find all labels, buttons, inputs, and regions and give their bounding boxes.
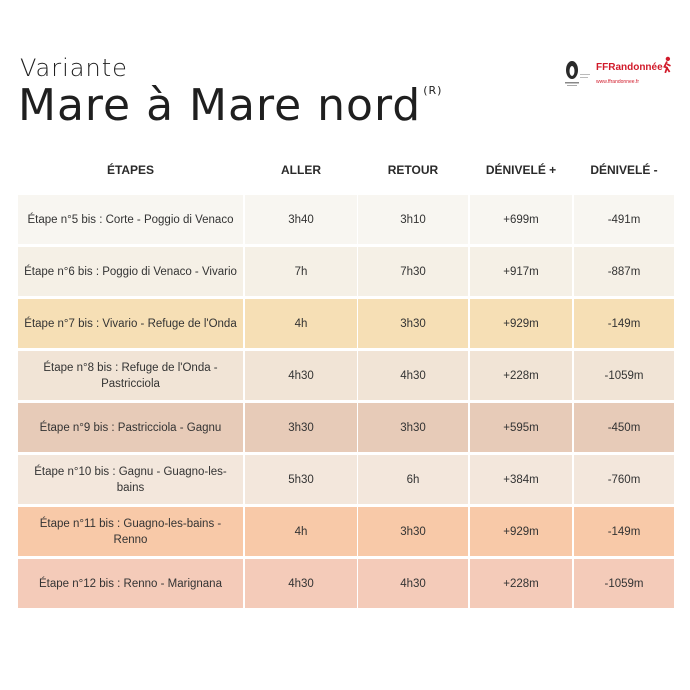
- table-cell-den_moins: -149m: [574, 507, 674, 556]
- table-cell-aller: 3h40: [245, 195, 357, 244]
- registered-mark: (R): [423, 84, 443, 97]
- table-cell-retour: 3h30: [358, 403, 468, 452]
- table-cell-den_plus: +699m: [470, 195, 572, 244]
- table-cell-den_plus: +595m: [470, 403, 572, 452]
- table-cell-retour: 7h30: [358, 247, 468, 296]
- logos: [562, 56, 674, 96]
- table-cell-aller: 4h30: [245, 351, 357, 400]
- table-cell-den_plus: +929m: [470, 299, 572, 348]
- title-text: Mare à Mare nord: [18, 80, 422, 131]
- table-cell-retour: 3h10: [358, 195, 468, 244]
- ffr-name: FFRandonnée: [596, 62, 663, 73]
- page-title: [18, 80, 442, 131]
- table-cell-etape: Étape n°11 bis : Guagno-les-bains - Renno: [18, 507, 243, 556]
- col-header-etapes: ÉTAPES: [106, 163, 155, 177]
- ffr-url: www.ffrandonnee.fr: [596, 79, 639, 85]
- subtitle: Variante: [20, 54, 128, 82]
- table-cell-etape: Étape n°10 bis : Gagnu - Guagno-les-bains: [18, 455, 243, 504]
- table-cell-aller: 5h30: [245, 455, 357, 504]
- col-header-denivele-moins: DÉNIVELÉ -: [590, 163, 658, 177]
- table-cell-etape: Étape n°8 bis : Refuge de l'Onda - Pastricciola: [18, 351, 243, 400]
- table-cell-retour: 3h30: [358, 299, 468, 348]
- table-cell-den_moins: -491m: [574, 195, 674, 244]
- col-header-aller: ALLER: [281, 163, 321, 177]
- table-cell-etape: Étape n°12 bis : Renno - Marignana: [18, 559, 243, 608]
- table-cell-aller: 7h: [245, 247, 357, 296]
- table-cell-retour: 4h30: [358, 559, 468, 608]
- table-cell-den_moins: -887m: [574, 247, 674, 296]
- table-cell-den_plus: +228m: [470, 351, 572, 400]
- table-cell-aller: 4h30: [245, 559, 357, 608]
- table-cell-den_moins: -450m: [574, 403, 674, 452]
- table-cell-den_moins: -149m: [574, 299, 674, 348]
- table-cell-den_moins: -1059m: [574, 351, 674, 400]
- table-cell-aller: 3h30: [245, 403, 357, 452]
- hiker-icon: [660, 56, 674, 74]
- table-cell-retour: 4h30: [358, 351, 468, 400]
- table-cell-etape: Étape n°5 bis : Corte - Poggio di Venaco: [18, 195, 243, 244]
- col-header-retour: RETOUR: [387, 163, 439, 177]
- table-cell-aller: 4h: [245, 507, 357, 556]
- table-cell-retour: 6h: [358, 455, 468, 504]
- table-cell-den_plus: +917m: [470, 247, 572, 296]
- col-header-denivele-plus: DÉNIVELÉ +: [485, 163, 557, 177]
- table-cell-etape: Étape n°9 bis : Pastricciola - Gagnu: [18, 403, 243, 452]
- table-cell-etape: Étape n°7 bis : Vivario - Refuge de l'Onda: [18, 299, 243, 348]
- table-cell-den_moins: -1059m: [574, 559, 674, 608]
- table-cell-den_plus: +929m: [470, 507, 572, 556]
- table-cell-etape: Étape n°6 bis : Poggio di Venaco - Vivario: [18, 247, 243, 296]
- table-cell-aller: 4h: [245, 299, 357, 348]
- table-cell-retour: 3h30: [358, 507, 468, 556]
- table-cell-den_moins: -760m: [574, 455, 674, 504]
- park-logo-icon: [562, 56, 592, 94]
- table-cell-den_plus: +384m: [470, 455, 572, 504]
- ffrandonnee-logo: [596, 62, 674, 94]
- table-cell-den_plus: +228m: [470, 559, 572, 608]
